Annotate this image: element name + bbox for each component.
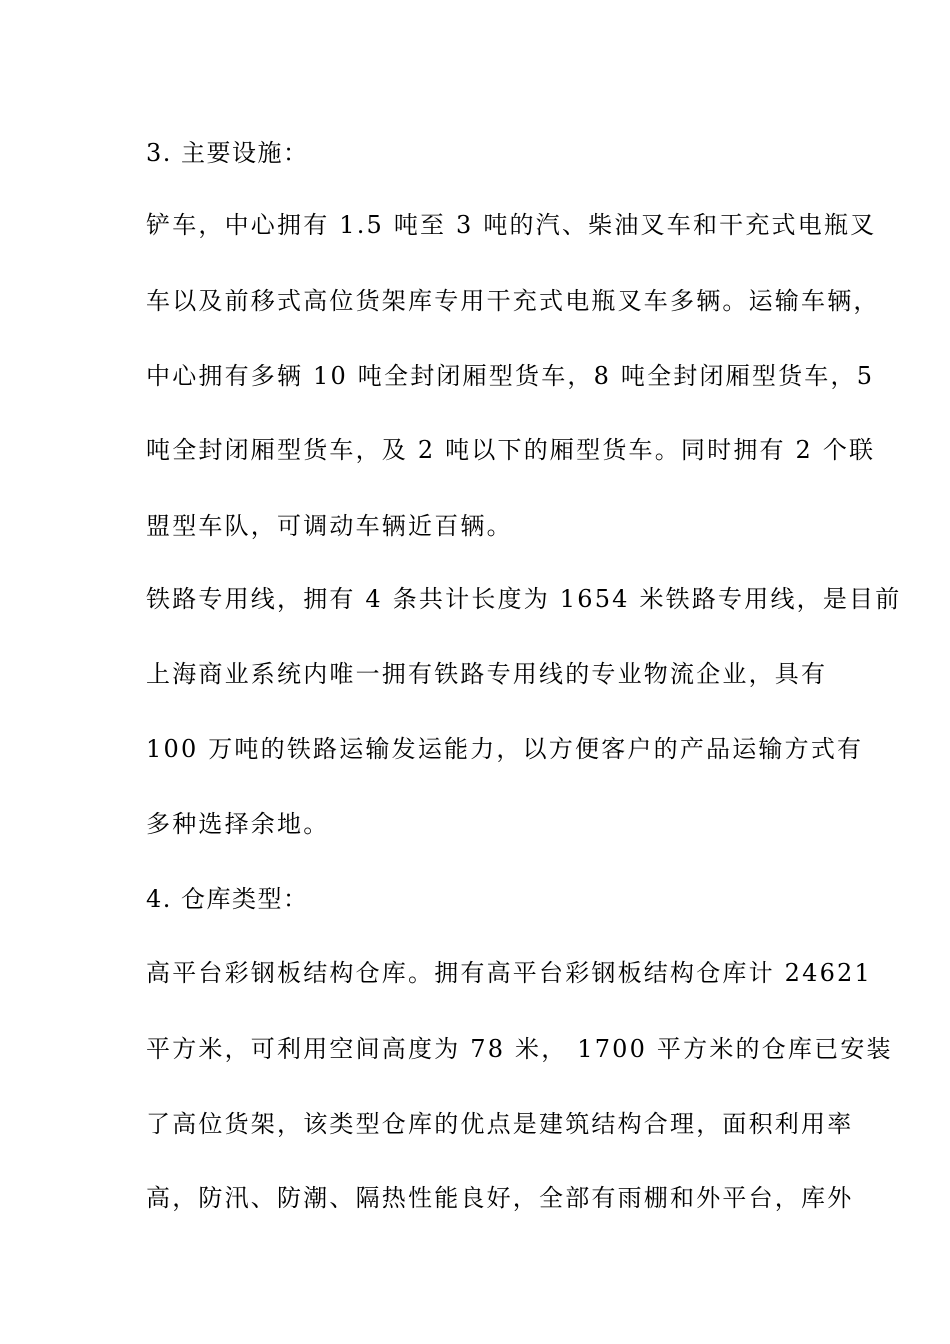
paragraph-line: 车以及前移式高位货架库专用干充式电瓶叉车多辆。运输车辆， (146, 287, 880, 315)
paragraph-line: 100 万吨的铁路运输发运能力，以方便客户的产品运输方式有 (146, 735, 864, 763)
paragraph-line: 平方米，可利用空间高度为 78 米， 1700 平方米的仓库已安装 (146, 1035, 893, 1063)
section-3-heading: 3. 主要设施： (146, 139, 309, 167)
paragraph-line: 高，防汛、防潮、隔热性能良好，全部有雨棚和外平台，库外 (146, 1184, 854, 1212)
paragraph-line: 吨全封闭厢型货车，及 2 吨以下的厢型货车。同时拥有 2 个联 (146, 436, 876, 464)
paragraph-line: 多种选择余地。 (146, 810, 330, 838)
paragraph-line: 高平台彩钢板结构仓库。拥有高平台彩钢板结构仓库计 24621 (146, 959, 872, 987)
paragraph-line: 铲车，中心拥有 1.5 吨至 3 吨的汽、柴油叉车和干充式电瓶叉 (146, 211, 877, 239)
paragraph-line: 了高位货架，该类型仓库的优点是建筑结构合理，面积利用率 (146, 1110, 854, 1138)
paragraph-line: 盟型车队，可调动车辆近百辆。 (146, 512, 513, 540)
paragraph-line: 铁路专用线，拥有 4 条共计长度为 1654 米铁路专用线，是目前 (146, 585, 902, 613)
section-4-heading: 4. 仓库类型： (146, 885, 309, 913)
paragraph-line: 上海商业系统内唯一拥有铁路专用线的专业物流企业，具有 (146, 660, 828, 688)
paragraph-line: 中心拥有多辆 10 吨全封闭厢型货车，8 吨全封闭厢型货车，5 (146, 362, 875, 390)
